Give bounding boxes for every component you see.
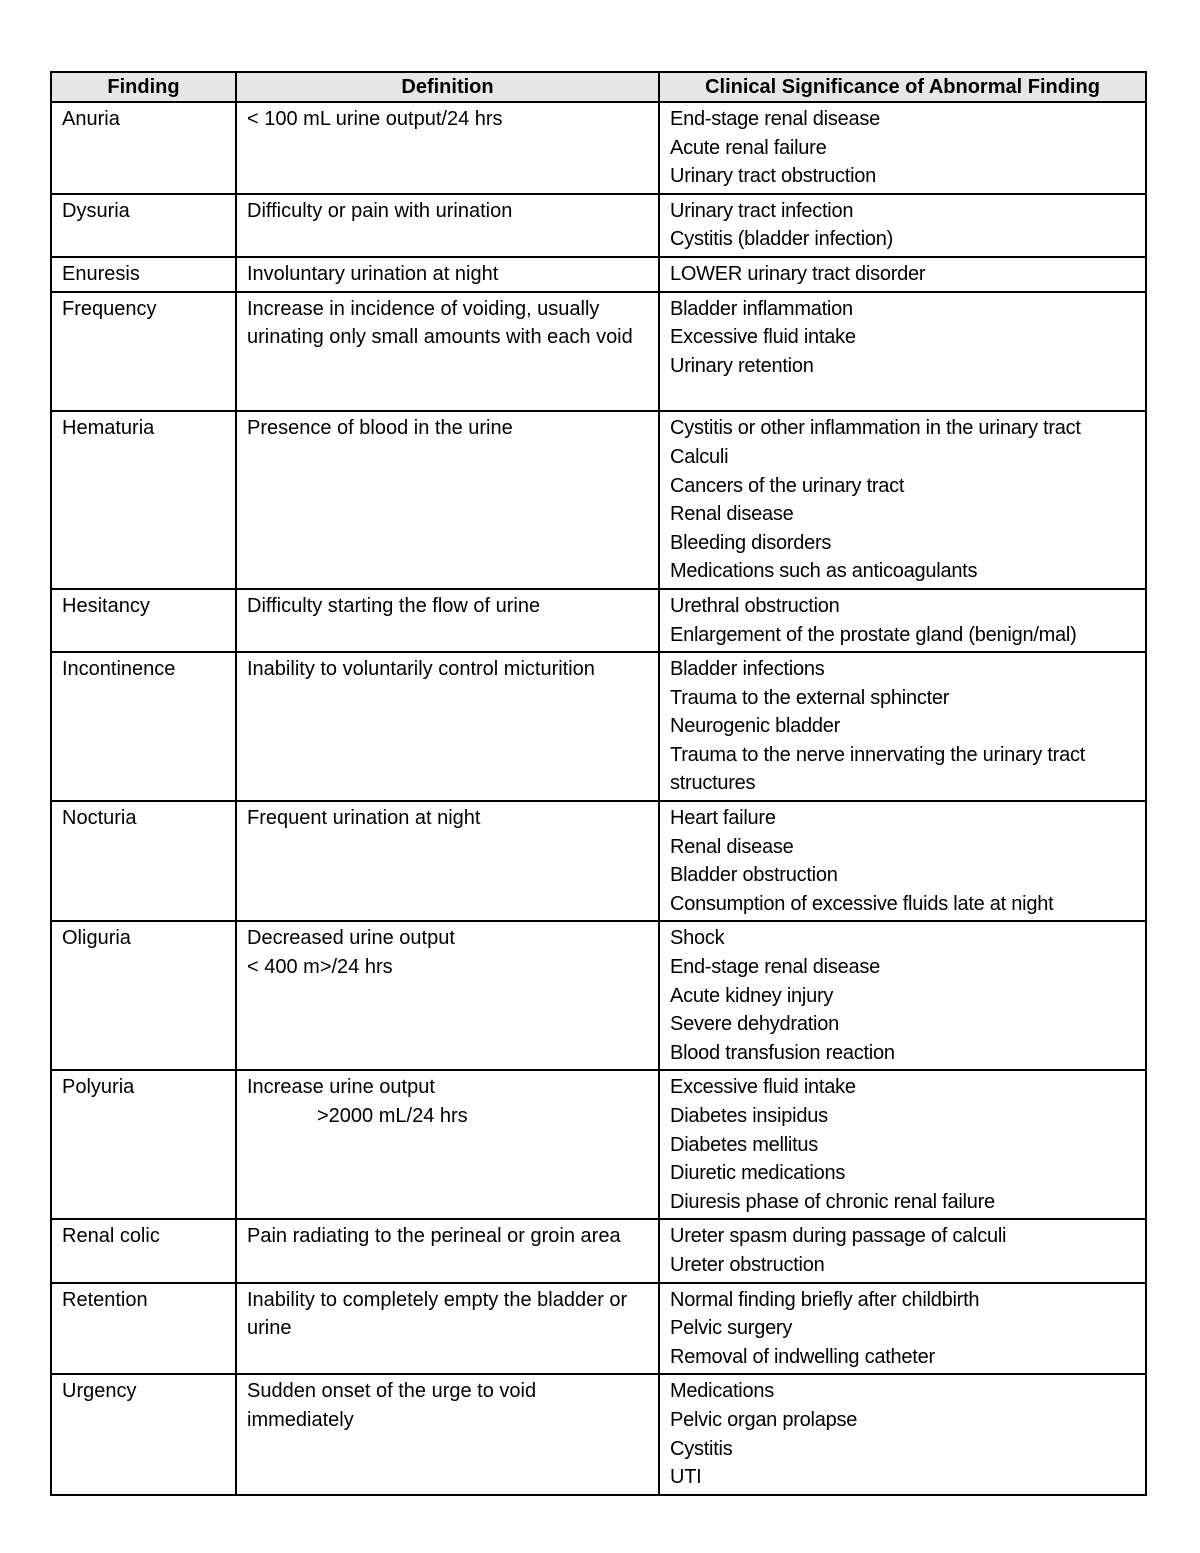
significance-line: Medications such as anticoagulants	[670, 560, 978, 583]
significance-line: Urethral obstruction	[670, 594, 840, 617]
significance-line: Urinary tract infection	[670, 199, 854, 222]
significance-line: Normal finding briefly after childbirth	[670, 1288, 980, 1311]
finding-cell: Enuresis	[51, 257, 236, 292]
significance-line: Bladder infections	[670, 658, 825, 681]
significance-line: Pelvic organ prolapse	[670, 1408, 858, 1431]
significance-cell	[659, 102, 1146, 194]
definition-cell	[236, 257, 659, 292]
urinary-findings-table	[50, 71, 1147, 1496]
definition-cell	[236, 589, 659, 652]
significance-line: Cystitis (bladder infection)	[670, 228, 894, 251]
table-row	[51, 257, 1146, 292]
table-row	[51, 589, 1146, 652]
significance-line: Trauma to the nerve innervating the urinary tract structures	[670, 743, 1085, 795]
significance-cell	[659, 1070, 1146, 1219]
definition-cell	[236, 411, 659, 589]
significance-line: Ureter obstruction	[670, 1253, 825, 1276]
significance-line: Diabetes mellitus	[670, 1133, 819, 1156]
significance-line: LOWER urinary tract disorder	[670, 262, 926, 285]
finding-cell: Retention	[51, 1283, 236, 1375]
significance-line: Enlargement of the prostate gland (benign/mal)	[670, 623, 1077, 646]
significance-line: Consumption of excessive fluids late at night	[670, 892, 1054, 915]
definition-line: Decreased urine output	[247, 927, 455, 950]
significance-line: Neurogenic bladder	[670, 715, 841, 738]
table-row	[51, 921, 1146, 1070]
significance-line: Diuresis phase of chronic renal failure	[670, 1190, 995, 1213]
table-row	[51, 194, 1146, 257]
definition-line: Involuntary urination at night	[247, 262, 499, 285]
significance-cell	[659, 257, 1146, 292]
significance-cell	[659, 921, 1146, 1070]
definition-cell	[236, 801, 659, 921]
significance-line: Removal of indwelling catheter	[670, 1345, 935, 1368]
significance-line: Bleeding disorders	[670, 531, 832, 554]
significance-line: Severe dehydration	[670, 1013, 839, 1036]
table-row	[51, 411, 1146, 589]
significance-line: Urinary retention	[670, 354, 814, 377]
significance-line: Trauma to the external sphincter	[670, 686, 950, 709]
significance-cell	[659, 589, 1146, 652]
significance-line: Acute renal failure	[670, 136, 827, 159]
finding-cell: Dysuria	[51, 194, 236, 257]
definition-line: Sudden onset of the urge to void immediately	[247, 1380, 537, 1431]
significance-line: Bladder obstruction	[670, 864, 838, 887]
finding-cell: Oliguria	[51, 921, 236, 1070]
definition-cell	[236, 1070, 659, 1219]
header-finding: Finding	[51, 72, 236, 102]
significance-line: Bladder inflammation	[670, 297, 853, 320]
significance-line: Cystitis	[670, 1437, 733, 1460]
definition-cell	[236, 921, 659, 1070]
significance-line: Renal disease	[670, 503, 794, 526]
significance-line: Cystitis or other inflammation in the urinary tract	[670, 417, 1081, 440]
header-clinical-significance: Clinical Significance of Abnormal Finding	[659, 72, 1146, 102]
finding-cell: Anuria	[51, 102, 236, 194]
significance-cell	[659, 411, 1146, 589]
definition-line: Difficulty starting the flow of urine	[247, 594, 541, 617]
significance-line: Blood transfusion reaction	[670, 1041, 895, 1064]
table-row	[51, 292, 1146, 412]
significance-line: End-stage renal disease	[670, 956, 880, 979]
significance-line: Shock	[670, 927, 725, 950]
table-row	[51, 1219, 1146, 1282]
definition-line: Increase urine output	[247, 1076, 435, 1099]
definition-line: Pain radiating to the perineal or groin area	[247, 1225, 621, 1248]
significance-line: Excessive fluid intake	[670, 1076, 856, 1099]
significance-line: Urinary tract obstruction	[670, 165, 877, 188]
definition-cell	[236, 1374, 659, 1494]
significance-cell	[659, 1283, 1146, 1375]
table-row	[51, 1283, 1146, 1375]
significance-cell	[659, 652, 1146, 801]
definition-line: Increase in incidence of voiding, usually urinating only small amounts with each void	[247, 297, 633, 349]
definition-cell	[236, 1283, 659, 1375]
significance-cell	[659, 194, 1146, 257]
definition-line: < 100 mL urine output/24 hrs	[247, 108, 503, 130]
finding-cell: Polyuria	[51, 1070, 236, 1219]
finding-cell: Frequency	[51, 292, 236, 412]
finding-cell: Hematuria	[51, 411, 236, 589]
table-row	[51, 652, 1146, 801]
significance-line: Renal disease	[670, 835, 794, 858]
significance-line: Pelvic surgery	[670, 1317, 793, 1340]
definition-line: < 400 m>/24 hrs	[247, 956, 393, 979]
significance-line: Medications	[670, 1380, 774, 1403]
significance-cell	[659, 1219, 1146, 1282]
significance-cell	[659, 292, 1146, 412]
significance-line: UTI	[670, 1466, 702, 1489]
significance-cell	[659, 1374, 1146, 1494]
definition-line: Inability to voluntarily control micturition	[247, 658, 595, 681]
table-row	[51, 102, 1146, 194]
finding-cell: Hesitancy	[51, 589, 236, 652]
significance-line: Diuretic medications	[670, 1162, 846, 1185]
definition-line: Difficulty or pain with urination	[247, 199, 513, 222]
definition-cell	[236, 102, 659, 194]
significance-line: Diabetes insipidus	[670, 1105, 828, 1127]
definition-cell	[236, 292, 659, 412]
definition-cell	[236, 194, 659, 257]
finding-cell: Renal colic	[51, 1219, 236, 1282]
table-row	[51, 1070, 1146, 1219]
significance-line: Acute kidney injury	[670, 984, 834, 1007]
significance-line: End-stage renal disease	[670, 108, 880, 130]
definition-line: Inability to completely empty the bladder or urine	[247, 1288, 628, 1340]
significance-cell	[659, 801, 1146, 921]
finding-cell: Incontinence	[51, 652, 236, 801]
definition-line: >2000 mL/24 hrs	[317, 1105, 468, 1127]
definition-line: Frequent urination at night	[247, 807, 481, 830]
table-row	[51, 801, 1146, 921]
definition-line: Presence of blood in the urine	[247, 417, 513, 440]
significance-line: Excessive fluid intake	[670, 326, 856, 349]
table-row	[51, 1374, 1146, 1494]
significance-line: Heart failure	[670, 807, 776, 830]
significance-line: Calculi	[670, 445, 729, 468]
significance-line: Ureter spasm during passage of calculi	[670, 1225, 1007, 1248]
definition-cell	[236, 1219, 659, 1282]
definition-cell	[236, 652, 659, 801]
significance-line: Cancers of the urinary tract	[670, 474, 905, 497]
header-definition: Definition	[236, 72, 659, 102]
table-header-row	[51, 72, 1146, 102]
finding-cell: Urgency	[51, 1374, 236, 1494]
finding-cell: Nocturia	[51, 801, 236, 921]
